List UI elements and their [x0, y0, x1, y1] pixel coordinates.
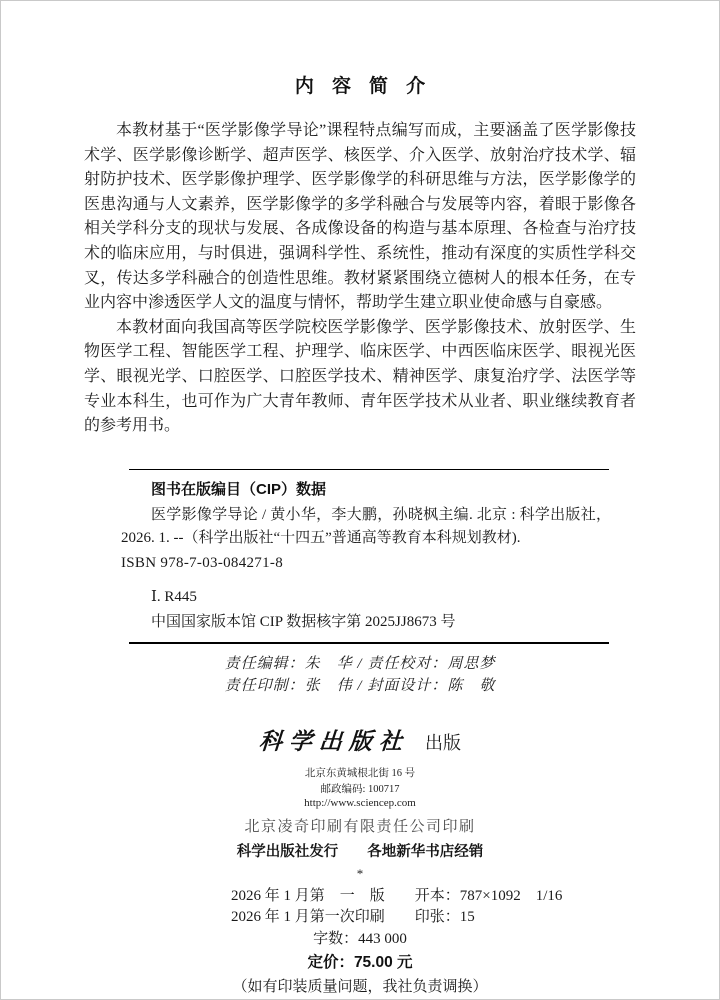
editorial-credits	[225, 653, 496, 697]
publisher-address: 北京东黄城根北街 16 号	[304, 767, 416, 779]
publisher-website: http://www.sciencep.com	[304, 796, 416, 809]
cip-record-number: 中国国家版本馆 CIP 数据核字第 2025JJ8673 号	[151, 614, 456, 631]
publisher-logo-line	[1, 727, 719, 760]
price: 定价：75.00 元	[307, 954, 413, 972]
cip-classification-code: Ⅰ. R445	[151, 588, 197, 605]
cip-heading: 图书在版编目（CIP）数据	[151, 480, 327, 498]
content-introduction	[84, 119, 636, 439]
publisher-logo-script: 科学出版社	[258, 728, 410, 754]
edition-line-2: 2026 年 1 月第一次印刷 印张：15	[231, 909, 475, 926]
credits-line-editor: 责任编辑：朱 华 / 责任校对：周思梦	[224, 655, 496, 672]
cip-bottom-rule	[129, 642, 609, 644]
edition-line-1: 2026 年 1 月第 一 版 开本：787×1092 1/16	[231, 887, 563, 904]
printer-name: 北京凌奇印刷有限责任公司印刷	[244, 818, 476, 835]
credits-line-printing: 责任印制：张 伟 / 封面设计：陈 敬	[224, 677, 496, 694]
publisher-block	[1, 727, 719, 882]
cip-entry: 医学影像学导论 / 黄小华，李大鹏，孙晓枫主编. 北京 : 科学出版社，2026. 1. --（科学出版社“十四五”普通高等教育本科规划教材).	[121, 507, 611, 546]
cip-top-rule	[129, 469, 609, 470]
word-count: 字数：443 000	[313, 930, 407, 947]
distribution-line: 科学出版社发行 各地新华书店经销	[236, 843, 484, 860]
quality-note: （如有印装质量问题，我社负责调换）	[232, 978, 488, 995]
intro-paragraph-2: 本教材面向我国高等医学院校医学影像学、医学影像技术、放射医学、生物医学工程、智能医学工程、护理学、临床医学、中西医临床医学、眼视光医学、眼视光学、口腔医学、口腔医学技术、精神医学、康复治疗学、法医学等专业本科生，也可作为广大青年教师、青年医学技术从业者、职业继续教育者的参考用书。	[84, 318, 636, 435]
publisher-postcode: 邮政编码: 100717	[320, 783, 400, 795]
page-title: 内容简介	[294, 76, 444, 97]
separator-asterisk: *	[356, 865, 364, 881]
intro-paragraph-1: 本教材基于“医学影像学导论”课程特点编写而成，主要涵盖了医学影像技术学、医学影像诊断学、超声医学、核医学、介入医学、放射治疗技术学、辐射防护技术、医学影像护理学、医学影像学的科研思维与方法，医学影像学的医患沟通与人文素养，医学影像学的多学科融合与发展等内容，着眼于影像各相关学科分支的现状与发展、各成像设备的构造与基本原理、各检查与治疗技术的临床应用，与时俱进，强调科学性、系统性，推动有深度的实质性学科交叉，传达多学科融合的创造性思维。教材紧紧围绕立德树人的根本任务，在专业内容中渗透医学人文的温度与情怀，帮助学生建立职业使命感与自豪感。	[84, 122, 636, 312]
edition-block	[1, 886, 719, 999]
cip-block	[121, 469, 611, 644]
publisher-logo-suffix: 出版	[425, 732, 461, 753]
isbn-number: ISBN 978-7-03-084271-8	[121, 555, 284, 572]
